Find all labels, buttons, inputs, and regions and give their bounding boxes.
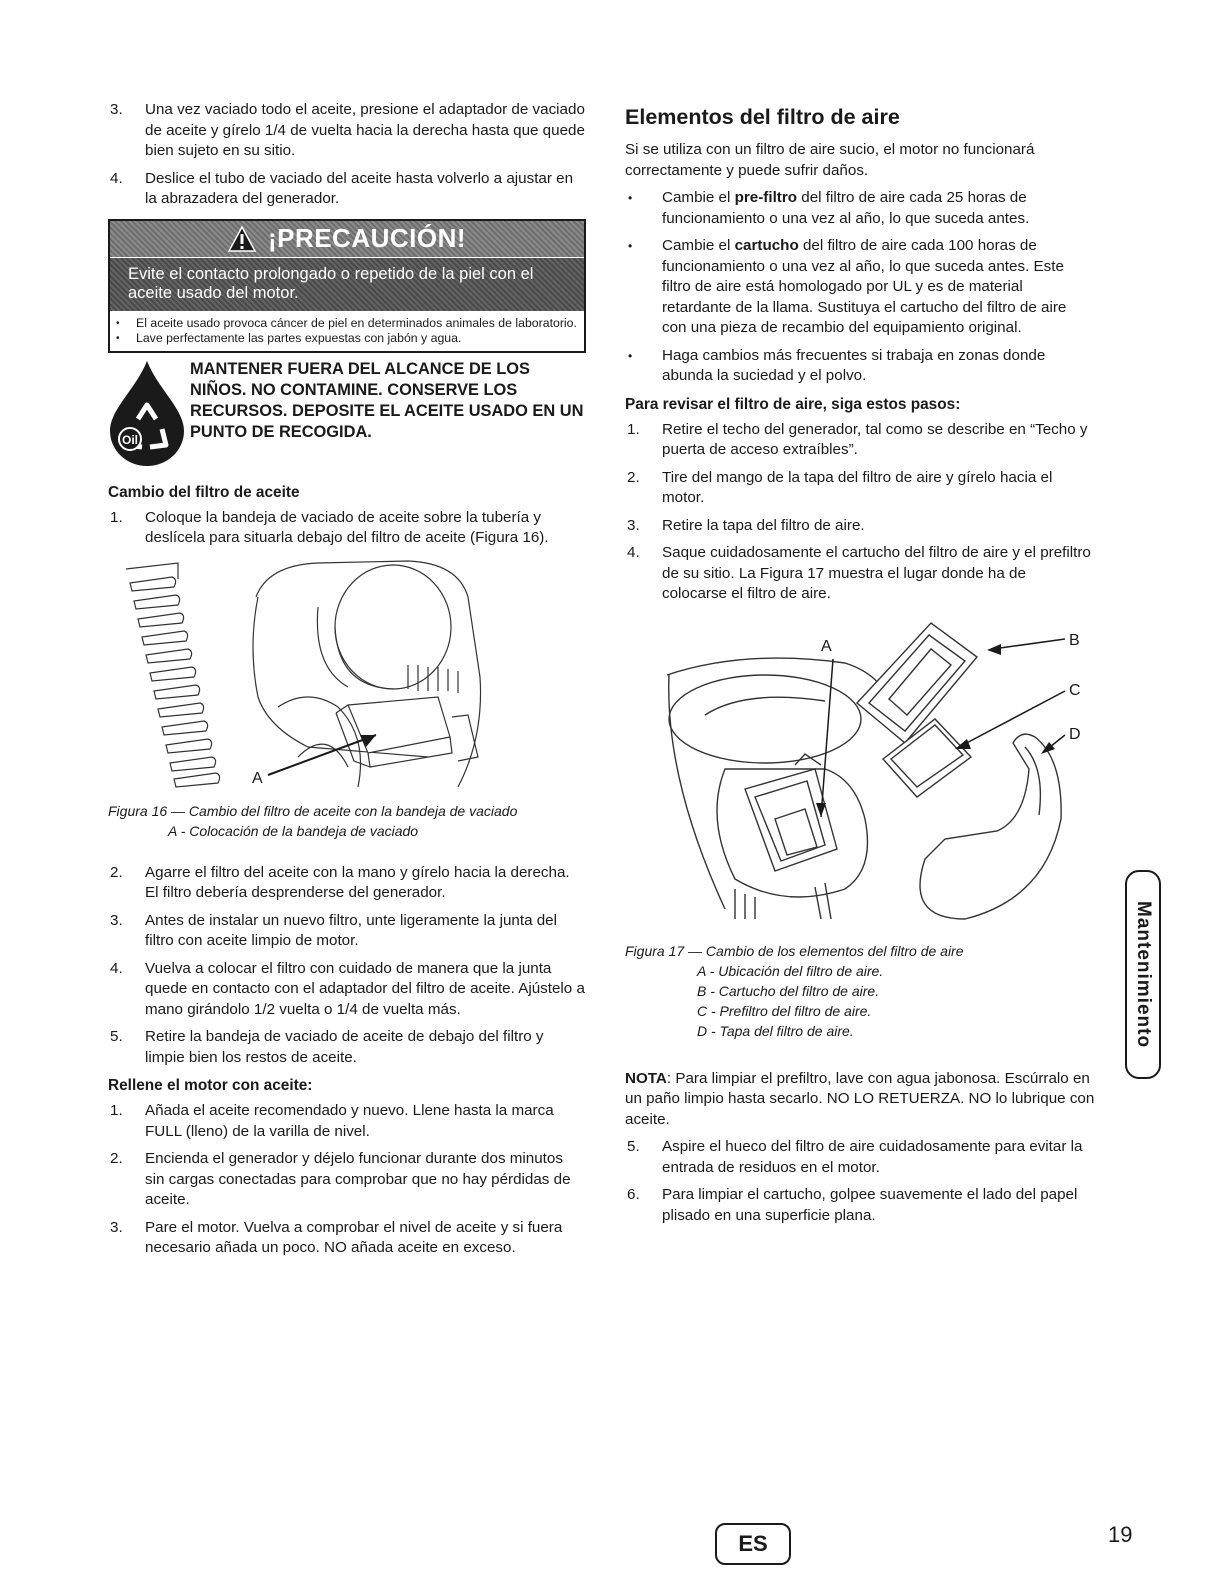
caution-header [110,221,584,257]
intro-text: Si se utiliza con un filtro de aire sucio, el motor no funcionará correctamente y puede sufrir daños. [625,141,1035,179]
list-item: 1. Coloque la bandeja de vaciado de aceite sobre la tubería y deslícela para situarla debajo del filtro de aceite (Figura 16). [110,508,549,546]
refill-steps [108,1101,586,1259]
list-item: 1. Retire el techo del generador, tal como se describe en “Techo y puerta de acceso extraíbles”. [627,420,1088,458]
figure17-label-b: B [1069,631,1080,649]
svg-text:Oil: Oil [121,432,139,447]
list-item: 2. Encienda el generador y déjelo funcionar durante dos minutos sin cargas conectadas para comprobar que no hay pérdidas de aceite. [110,1150,571,1208]
list-item: • Cambie el pre-filtro del filtro de aire cada 25 horas de funcionamiento o una vez al año, lo que suceda antes. [628,189,1030,227]
check-heading: Para revisar el filtro de aire, siga estos pasos: [625,395,961,413]
list-item: 3. Antes de instalar un nuevo filtro, unte ligeramente la junta del filtro con aceite limpio de motor. [110,911,558,949]
section-side-tab: Mantenimiento [1125,870,1161,1079]
list-item: 3. Retire la tapa del filtro de aire. [627,516,865,534]
air-filter-bullets [625,188,1095,387]
list-item: 1. Añada el aceite recomendado y nuevo. Llene hasta la marca FULL (lleno) de la varilla de nivel. [110,1102,554,1140]
list-item: 4. Saque cuidadosamente el cartucho del filtro de aire y el prefiltro de su sitio. La Figura 17 muestra el lugar donde ha de colocarse el filtro de aire. [627,544,1091,602]
figure16-label-a: A [252,769,263,787]
drain-steps-list [108,100,586,210]
caution-box [108,219,586,353]
oil-filter-heading: Cambio del filtro de aceite [108,483,300,501]
list-item: 5. Retire la bandeja de vaciado de aceite de debajo del filtro y limpie bien los restos de aceite. [110,1028,544,1066]
section-title: Elementos del filtro de aire [625,105,900,129]
air-filter-illustration [625,619,1095,939]
caution-items [110,311,584,351]
list-item: • Lave perfectamente las partes expuestas con jabón y agua. [116,331,462,345]
warning-icon [228,226,256,252]
figure-16 [108,557,586,841]
figure-17 [625,619,1095,1041]
list-item: 2. Tire del mango de la tapa del filtro de aire y gírelo hacia el motor. [627,468,1053,506]
list-item: 3. Una vez vaciado todo el aceite, presione el adaptador de vaciado de aceite y gírelo 1/4 de vuelta hacia la derecha hasta que quede bien sujeto en su sitio. [110,101,585,159]
list-item: • El aceite usado provoca cáncer de piel en determinados animales de laboratorio. [116,315,577,330]
final-steps [625,1137,1095,1226]
oil-filter-steps-a [108,508,586,549]
list-item: 2. Agarre el filtro del aceite con la mano y gírelo hacia la derecha. El filtro debería desprenderse del generador. [110,863,570,901]
recycle-text: MANTENER FUERA DEL ALCANCE DE LOS NIÑOS. NO CONTAMINE. CONSERVE LOS RECURSOS. DEPOSITE EL ACEITE USADO EN UN PUNTO DE RECOGIDA. [190,359,584,441]
figure17-caption: Figura 17 — Cambio de los elementos del filtro de aire A - Ubicación del filtro de aire. B - Cartucho del filtro de aire. C - Prefiltro del filtro de aire. D - Tapa del filtro de aire. [625,942,964,1039]
oil-recycle-notice [108,359,586,469]
list-item: 6. Para limpiar el cartucho, golpee suavemente el lado del papel plisado en una superficie plana. [627,1186,1078,1224]
list-item: 4. Deslice el tubo de vaciado del aceite hasta volverlo a ajustar en la abrazadera del generador. [110,169,574,207]
list-item: 3. Pare el motor. Vuelva a comprobar el nivel de aceite y si fuera necesario añada un poco. NO añada aceite en exceso. [110,1218,563,1256]
list-item: • Cambie el cartucho del filtro de aire cada 100 horas de funcionamiento o una vez al año, lo que suceda antes. Este filtro de aire está homologado por UL y es de material retardante de la llama. Sustituya el cartucho del filtro de aire con una pieza de recambio del equipamiento original. [628,237,1067,336]
figure17-label-c: C [1069,681,1081,699]
page-number: 19 [1108,1522,1133,1547]
figure17-label-a: A [821,637,832,655]
language-badge: ES [715,1523,791,1565]
right-column [625,100,1095,1234]
figure16-caption: Figura 16 — Cambio del filtro de aceite con la bandeja de vaciado A - Colocación de la bandeja de vaciado [108,802,518,839]
list-item: 5. Aspire el hueco del filtro de aire cuidadosamente para evitar la entrada de residuos en el motor. [627,1138,1083,1176]
oil-recycle-icon [108,359,186,467]
caution-title: ¡PRECAUCIÓN! [267,223,467,253]
figure17-label-d: D [1069,725,1081,743]
check-steps [625,420,1095,605]
caution-message: Evite el contacto prolongado o repetido de la piel con el aceite usado del motor. [110,257,584,311]
oil-filter-steps-b [108,863,586,1069]
note-paragraph: NOTA: Para limpiar el prefiltro, lave con agua jabonosa. Escúrralo en un paño limpio hasta secarlo. NO LO RETUERZA. NO lo lubrique con aceite. [625,1069,1095,1128]
oil-filter-illustration [108,557,586,797]
left-column [108,100,586,1267]
list-item: • Haga cambios más frecuentes si trabaja en zonas donde abunda la suciedad y el polvo. [628,346,1046,384]
refill-heading: Rellene el motor con aceite: [108,1077,313,1094]
list-item: 4. Vuelva a colocar el filtro con cuidado de manera que la junta quede en contacto con el adaptador del filtro de aceite. Ajústelo a mano girándolo 1/2 vuelta o 1/4 de vuelta más. [110,959,585,1018]
